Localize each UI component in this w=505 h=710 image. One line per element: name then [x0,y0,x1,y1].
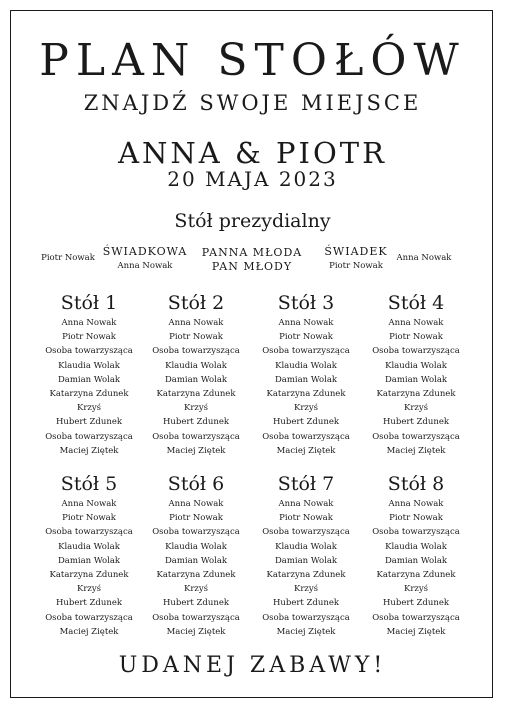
table-name: Stół 1 [60,292,118,314]
bride-label: PANNA MŁODA [201,246,303,259]
guest-name: Katarzyna Zdunek [49,570,129,581]
guest-name: Hubert Zdunek [55,598,123,609]
guest-name: Klaudia Wolak [58,541,120,552]
guest-name: Anna Nowak [61,318,117,328]
guest-name: Krzyś [293,403,319,414]
guest-name: Klaudia Wolak [165,360,227,371]
guest-name: Osoba towarzysząca [152,431,240,442]
page-title: PLAN STOŁÓW [39,35,466,86]
guest-name: Osoba towarzysząca [45,346,133,357]
guest-name: Katarzyna Zdunek [266,570,346,581]
head-table-title: Stół prezydialny [174,210,331,232]
guest-name: Katarzyna Zdunek [266,389,346,400]
guest-name: Katarzyna Zdunek [156,570,236,581]
table-5 [34,473,144,639]
guest-name: Hubert Zdunek [272,598,340,609]
guest-name: Anna Nowak [388,318,444,328]
head-table-guest-left: Piotr Nowak [41,253,95,263]
table-2 [141,292,251,458]
guest-name: Piotr Nowak [169,332,223,343]
guest-name: Osoba towarzysząca [152,612,240,623]
guest-name: Piotr Nowak [62,332,116,343]
groom-label: PAN MŁODY [211,260,293,273]
guest-name: Damian Wolak [274,374,338,385]
guest-name: Anna Nowak [278,318,334,328]
guest-name: Hubert Zdunek [55,417,123,428]
guest-name: Hubert Zdunek [382,598,450,609]
guest-name: Maciej Ziętek [166,445,226,456]
guest-name: Krzyś [403,403,429,414]
guest-name: Anna Nowak [168,499,224,509]
guest-name: Klaudia Wolak [385,360,447,371]
table-8 [361,473,471,639]
witness-male-label: ŚWIADEK [324,245,388,258]
guest-name: Damian Wolak [274,555,338,566]
table-1 [34,292,144,458]
guest-name: Hubert Zdunek [382,417,450,428]
witness-female-name: Anna Nowak [117,261,173,271]
guest-name: Anna Nowak [168,318,224,328]
guest-name: Osoba towarzysząca [152,527,240,538]
table-name: Stół 5 [60,473,118,495]
guest-name: Krzyś [183,403,209,414]
guest-name: Maciej Ziętek [386,445,446,456]
guest-name: Osoba towarzysząca [372,612,460,623]
guest-name: Krzyś [293,584,319,595]
witness-male-name: Piotr Nowak [329,261,383,271]
guest-name: Katarzyna Zdunek [156,389,236,400]
guest-name: Damian Wolak [164,374,228,385]
wedding-date: 20 MAJA 2023 [167,167,338,191]
table-4 [361,292,471,458]
guest-name: Krzyś [76,584,102,595]
guest-name: Katarzyna Zdunek [376,389,456,400]
table-name: Stół 6 [167,473,225,495]
table-7 [251,473,361,639]
guest-name: Maciej Ziętek [166,626,226,637]
guest-name: Klaudia Wolak [275,360,337,371]
guest-name: Klaudia Wolak [385,541,447,552]
guest-name: Damian Wolak [57,555,121,566]
witness-female-label: ŚWIADKOWA [102,245,188,258]
table-name: Stół 4 [387,292,445,314]
table-3 [251,292,361,458]
guest-name: Hubert Zdunek [162,417,230,428]
guest-name: Osoba towarzysząca [372,346,460,357]
guest-name: Osoba towarzysząca [262,431,350,442]
guest-name: Osoba towarzysząca [152,346,240,357]
table-name: Stół 7 [277,473,335,495]
table-name: Stół 3 [277,292,335,314]
guest-name: Hubert Zdunek [162,598,230,609]
guest-name: Krzyś [183,584,209,595]
guest-name: Maciej Ziętek [276,445,336,456]
guest-name: Klaudia Wolak [165,541,227,552]
guest-name: Maciej Ziętek [276,626,336,637]
guest-name: Krzyś [76,403,102,414]
guest-name: Osoba towarzysząca [45,431,133,442]
guest-name: Piotr Nowak [279,332,333,343]
guest-name: Damian Wolak [57,374,121,385]
guest-name: Hubert Zdunek [272,417,340,428]
guest-name: Piotr Nowak [389,332,443,343]
guest-name: Piotr Nowak [389,513,443,524]
guest-name: Osoba towarzysząca [45,612,133,623]
guest-name: Osoba towarzysząca [45,527,133,538]
guest-name: Piotr Nowak [279,513,333,524]
table-name: Stół 2 [167,292,225,314]
closing-message: UDANEJ ZABAWY! [118,653,387,678]
guest-name: Krzyś [403,584,429,595]
page-subtitle: ZNAJDŹ SWOJE MIEJSCE [83,91,422,115]
guest-name: Klaudia Wolak [275,541,337,552]
guest-name: Maciej Ziętek [59,626,119,637]
guest-name: Damian Wolak [164,555,228,566]
guest-name: Osoba towarzysząca [262,346,350,357]
guest-name: Klaudia Wolak [58,360,120,371]
head-table-guest-right: Anna Nowak [396,253,452,263]
guest-name: Piotr Nowak [62,513,116,524]
guest-name: Osoba towarzysząca [262,612,350,623]
guest-name: Damian Wolak [384,374,448,385]
guest-name: Osoba towarzysząca [372,431,460,442]
guest-name: Katarzyna Zdunek [49,389,129,400]
guest-name: Katarzyna Zdunek [376,570,456,581]
guest-name: Osoba towarzysząca [262,527,350,538]
guest-name: Maciej Ziętek [59,445,119,456]
guest-name: Damian Wolak [384,555,448,566]
table-6 [141,473,251,639]
couple-names: ANNA & PIOTR [118,136,387,170]
guest-name: Anna Nowak [278,499,334,509]
guest-name: Maciej Ziętek [386,626,446,637]
guest-name: Osoba towarzysząca [372,527,460,538]
table-name: Stół 8 [387,473,445,495]
guest-name: Anna Nowak [61,499,117,509]
guest-name: Piotr Nowak [169,513,223,524]
guest-name: Anna Nowak [388,499,444,509]
